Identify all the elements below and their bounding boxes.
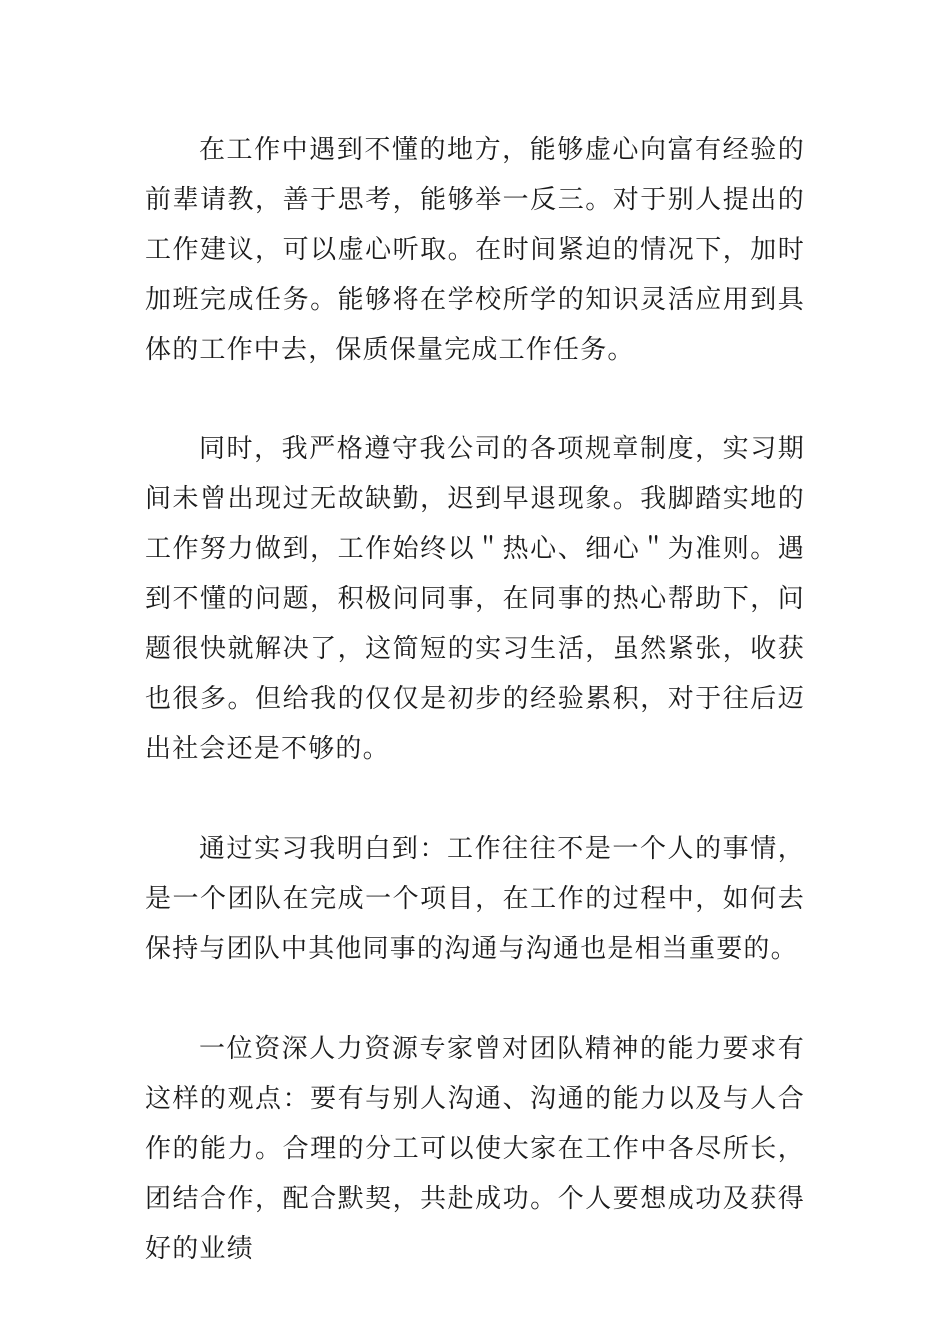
paragraph-work-attitude: 在工作中遇到不懂的地方，能够虚心向富有经验的前辈请教，善于思考，能够举一反三。对于别人提出的工作建议，可以虚心听取。在时间紧迫的情况下，加时加班完成任务。能够将在学校所学的知识灵活应用到具体的工作中去，保质保量完成工作任务。: [145, 135, 805, 365]
paragraph-teamwork: 通过实习我明白到：工作往往不是一个人的事情，是一个团队在完成一个项目，在工作的过程中，如何去保持与团队中其他同事的沟通与沟通也是相当重要的。: [145, 834, 805, 964]
paragraph-discipline: 同时，我严格遵守我公司的各项规章制度，实习期间未曾出现过无故缺勤，迟到早退现象。我脚踏实地的工作努力做到，工作始终以＂热心、细心＂为准则。遇到不懂的问题，积极问同事，在同事的热心帮助下，问题很快就解决了，这简短的实习生活，虽然紧张，收获也很多。但给我的仅仅是初步的经验累积，对于往后迈出社会还是不够的。: [145, 434, 805, 764]
paragraph-hr-expert: 一位资深人力资源专家曾对团队精神的能力要求有这样的观点：要有与别人沟通、沟通的能力以及与人合作的能力。合理的分工可以使大家在工作中各尽所长，团结合作，配合默契，共赴成功。个人要想成功及获得好的业绩: [145, 1034, 805, 1264]
